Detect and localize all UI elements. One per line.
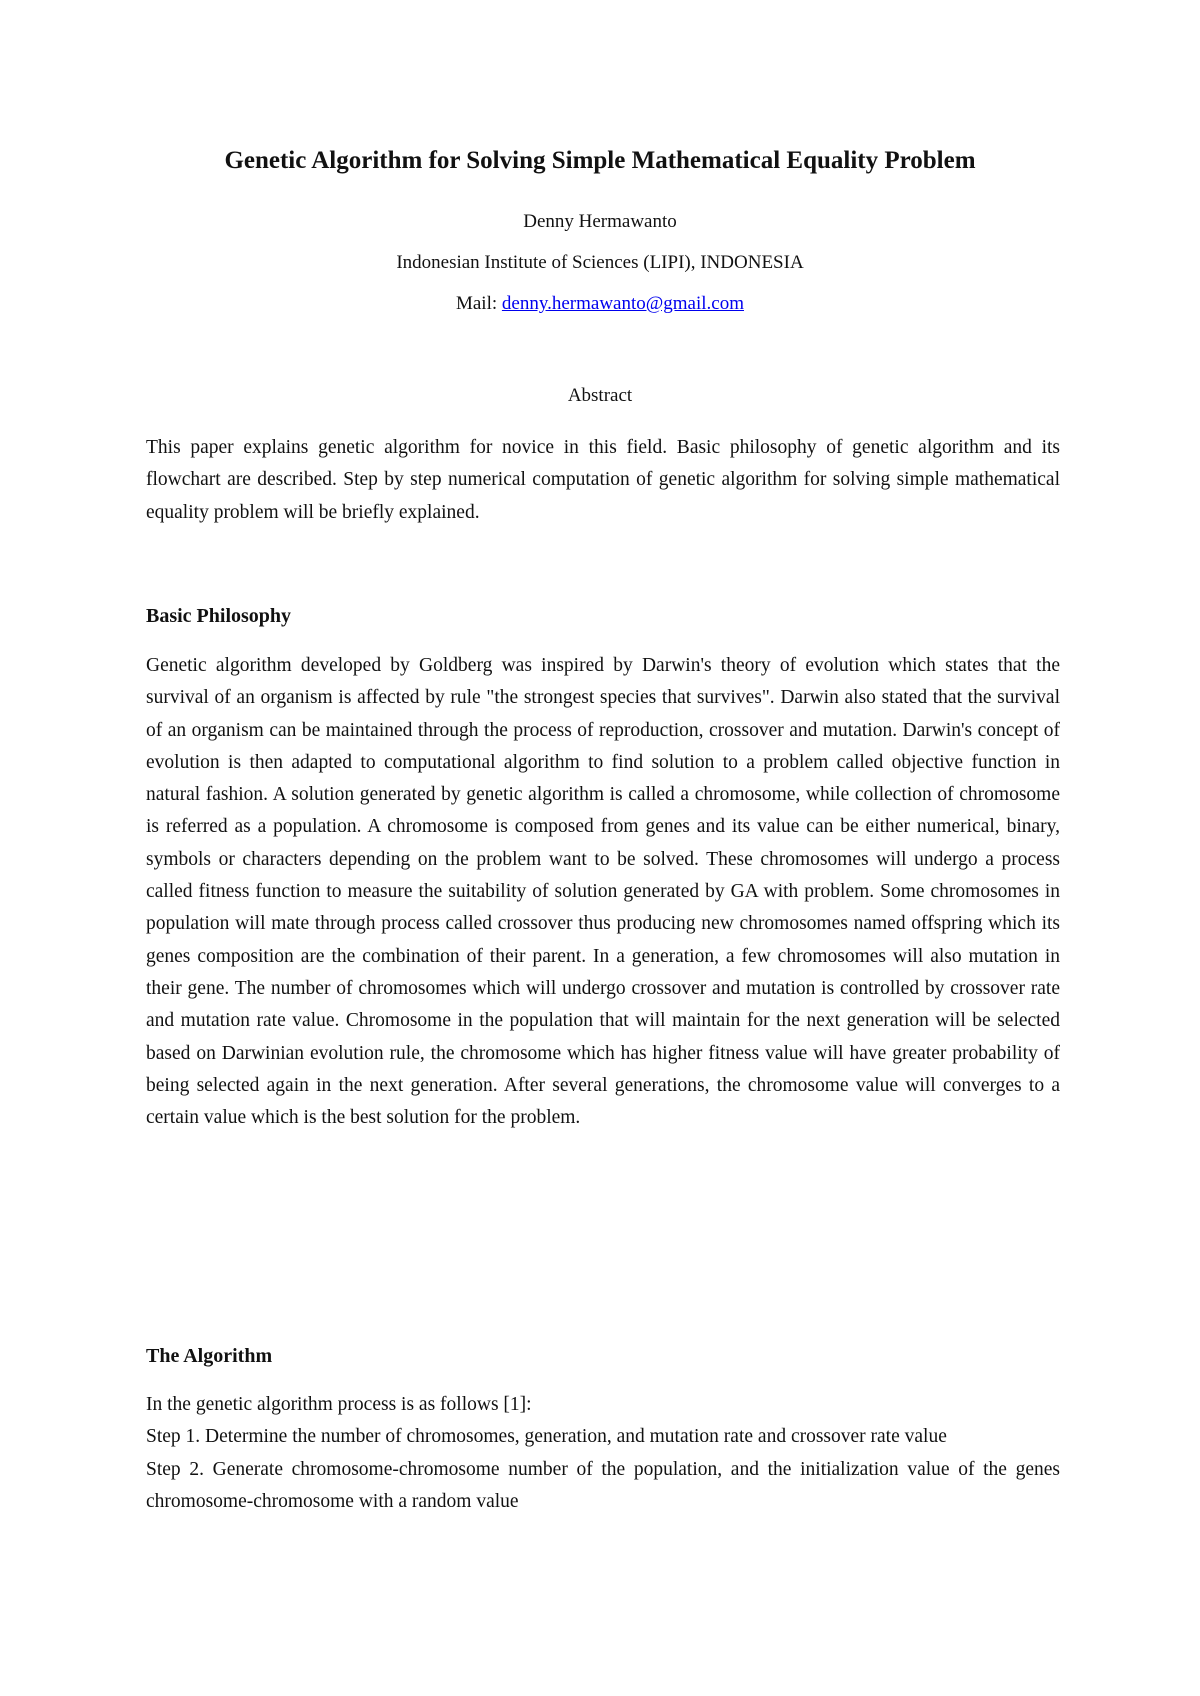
section-heading-basic-philosophy: Basic Philosophy — [146, 605, 292, 627]
abstract-heading: Abstract — [567, 385, 633, 406]
abstract-text: This paper explains genetic algorithm for novice in this field. Basic philosophy of genetic algorithm and its flowchart are described. Step by step numerical computation of genetic algorithm for solving simple mathematical equality problem will be briefly explained. — [146, 437, 1060, 523]
author-name: Denny Hermawanto — [523, 211, 677, 232]
author-mail — [0, 292, 1200, 316]
section-heading-algorithm: The Algorithm — [146, 1345, 273, 1367]
algorithm-step: Step 2. Generate chromosome-chromosome number of the population, and the initialization value of the genes chromosome-chromosome with a random value — [146, 1458, 1060, 1512]
paper-title: Genetic Algorithm for Solving Simple Mathematical Equality Problem — [224, 147, 976, 174]
basic-philosophy-text: Genetic algorithm developed by Goldberg was inspired by Darwin's theory of evolution which states that the survival of an organism is affected by rule "the strongest species that survives". Darwin also stated that the survival of an organism can be maintained through the process of reproduction, crossover and mutation. Darwin's concept of evolution is then adapted to computational algorithm to find solution to a problem called objective function in natural fashion. A solution generated by genetic algorithm is called a chromosome, while collection of chromosome is referred as a population. A chromosome is composed from genes and its value can be either numerical, binary, symbols or characters depending on the problem want to be solved. These chromosomes will undergo a process called fitness function to measure the suitability of solution generated by GA with problem. Some chromosomes in population will mate through process called crossover thus producing new chromosomes named offspring which its genes composition are the combination of their parent. In a generation, a few chromosomes will also mutation in their gene. The number of chromosomes which will undergo crossover and mutation is controlled by crossover rate and mutation rate value. Chromosome in the population that will maintain for the next generation will be selected based on Darwinian evolution rule, the chromosome which has higher fitness value will have greater probability of being selected again in the next generation. After several generations, the chromosome value will converges to a certain value which is the best solution for the problem. — [146, 655, 1060, 1129]
algorithm-step: Step 1. Determine the number of chromosomes, generation, and mutation rate and crossover rate value — [146, 1426, 947, 1448]
algorithm-text — [146, 1389, 1060, 1518]
author-affiliation: Indonesian Institute of Sciences (LIPI), INDONESIA — [396, 252, 804, 273]
algorithm-intro: In the genetic algorithm process is as follows [1]: — [146, 1394, 532, 1415]
email-link[interactable]: denny.hermawanto@gmail.com — [501, 293, 744, 314]
mail-label: Mail: — [455, 293, 502, 314]
